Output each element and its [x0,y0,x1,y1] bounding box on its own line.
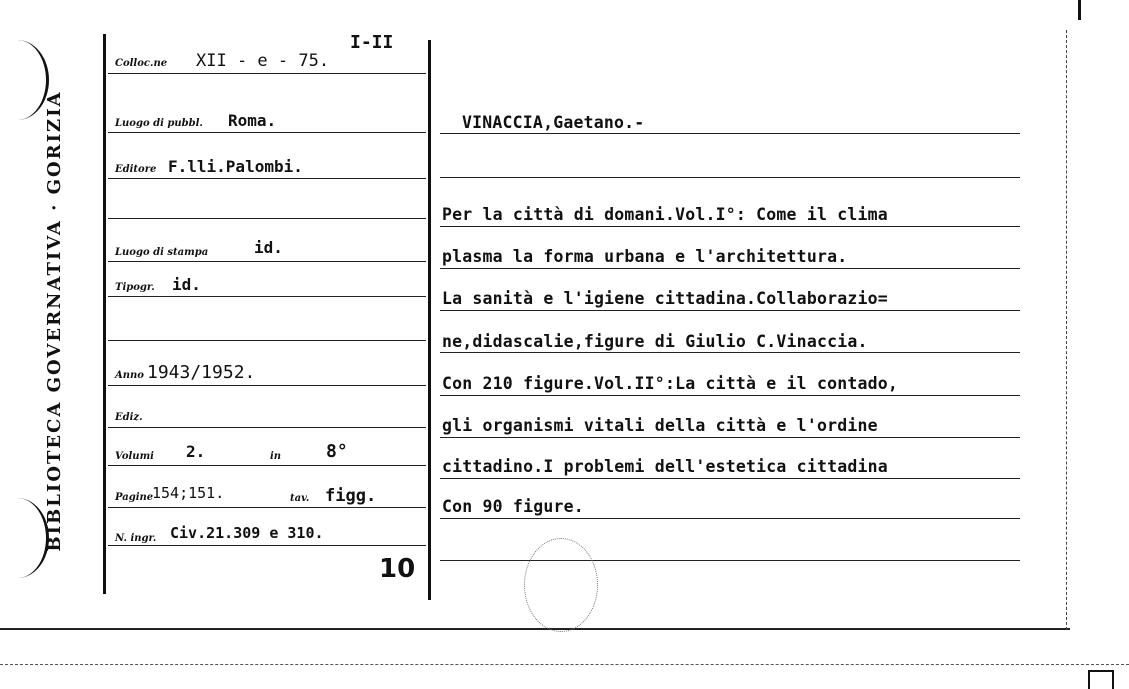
body-rule [440,133,1020,134]
field-rule [108,545,426,546]
field-label-luogo-stampa: Luogo di stampa [115,247,209,258]
field-value-formato: 8° [326,441,348,462]
field-value-anno: 1943/1952. [147,362,256,383]
description-line: cittadino.I problemi dell'estetica cittadina [442,457,888,476]
field-rule [108,261,426,262]
description-line: Con 90 figure. [442,497,584,516]
description-line: plasma la forma urbana e l'architettura. [442,247,848,266]
body-rule [440,560,1020,561]
field-value-luogo-pubblicazione: Roma. [228,111,277,130]
field-rule [108,218,426,219]
field-rule [108,340,426,341]
field-label-tipografia: Tipogr. [115,282,155,293]
library-spine-stamp: BIBLIOTECA GOVERNATIVA · GORIZIA [44,90,65,552]
handwritten-number: 10 [379,554,416,584]
field-rule [108,427,426,428]
field-label-tavole: tav. [290,493,310,504]
description-line: Per la città di domani.Vol.I°: Come il clima [442,205,888,224]
field-label-formato: in [270,451,282,462]
shelf-mark: I-II [350,32,394,53]
description-line: gli organismi vitali della città e l'ordine [442,416,878,435]
field-value-editore: F.lli.Palombi. [168,157,303,176]
body-rule [440,226,1020,227]
punch-hole-bottom [0,498,49,578]
field-label-volumi: Volumi [115,451,154,462]
field-rule [108,465,426,466]
card-border-right [1078,0,1081,20]
field-rule [108,178,426,179]
field-rule [108,132,426,133]
field-label-collocazione: Colloc.ne [115,58,168,69]
field-rule [108,73,426,74]
field-value-volumi: 2. [186,442,206,461]
author-heading: VINACCIA,Gaetano.- [462,113,645,132]
field-label-anno: Anno [115,370,144,381]
field-value-tipografia: id. [172,275,201,294]
card-border-bottom [0,628,1070,630]
body-rule [440,177,1020,178]
body-rule [440,352,1020,353]
field-label-editore: Editore [115,164,157,175]
body-rule [440,518,1020,519]
scan-corner-mark [1088,670,1114,689]
center-divider-line [428,40,431,600]
description-line: La sanità e l'igiene cittadina.Collaborazio= [442,289,888,308]
field-label-pagine: Pagine [115,492,154,503]
field-value-luogo-stampa: id. [254,238,283,257]
field-value-pagine: 154;151. [152,484,225,502]
body-rule [440,395,1020,396]
field-value-tavole: figg. [325,486,377,506]
description-line: Con 210 figure.Vol.II°:La città e il contado, [442,374,899,393]
field-rule [108,507,426,508]
field-rule [108,296,426,297]
body-rule [440,268,1020,269]
field-value-collocazione: XII - e - 75. [196,51,330,71]
body-rule [440,310,1020,311]
card-border-right-edge [1066,30,1067,630]
description-line: ne,didascalie,figure di Giulio C.Vinaccia. [442,332,868,351]
faded-stamp [524,538,598,632]
body-rule [440,478,1020,479]
field-rule [108,385,426,386]
body-rule [440,437,1020,438]
left-margin-line [103,34,106,594]
punch-hole-top [0,40,49,120]
field-label-numero-ingresso: N. ingr. [115,533,157,544]
field-value-numero-ingresso: Civ.21.309 e 310. [170,524,324,542]
scan-edge-bottom [0,664,1129,665]
field-label-luogo-pubblicazione: Luogo di pubbl. [115,118,203,129]
field-label-edizione: Ediz. [115,412,143,423]
